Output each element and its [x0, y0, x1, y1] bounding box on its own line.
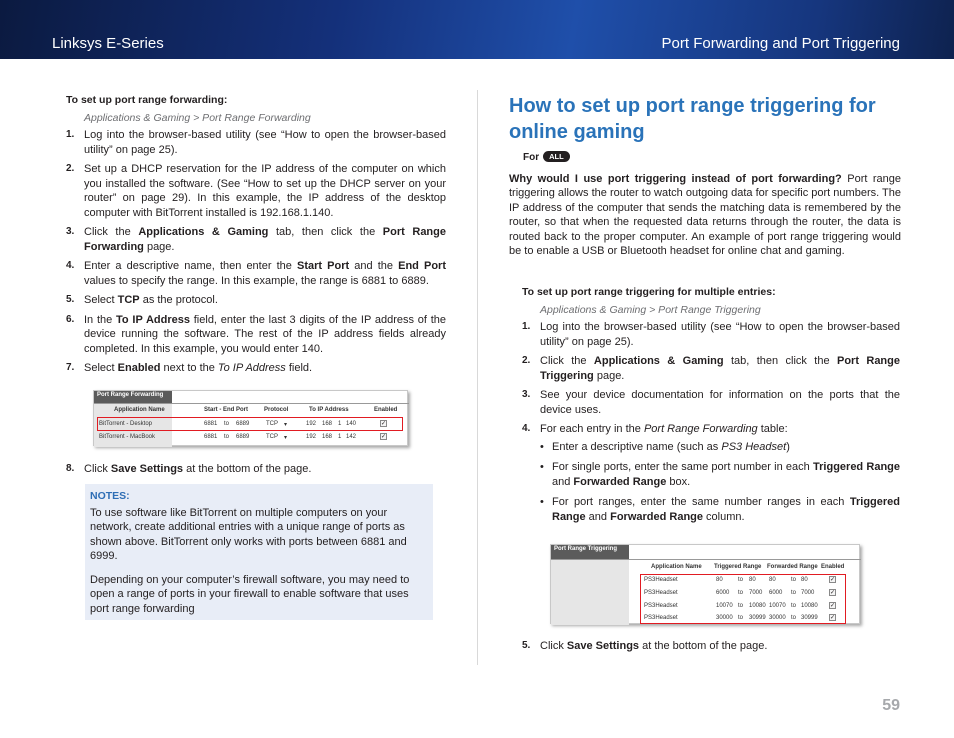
trig-row3-t2: 10080 [749, 603, 766, 609]
trig-row1-f2: 80 [801, 577, 808, 583]
triggering-nav-path: Applications & Gaming > Port Range Triggering [540, 303, 761, 316]
page-number: 59 [882, 697, 900, 714]
left-column [66, 93, 446, 376]
row2-ip2: 168 [322, 434, 333, 440]
trig-row3-to2: to [791, 603, 797, 609]
col-start-end-port: Start - End Port [204, 407, 249, 413]
trig-row3-enabled-checkbox: ✓ [830, 603, 836, 609]
col-triggered-range: Triggered Range [714, 564, 762, 570]
step-7: 7. Select Enabled next to the To IP Address field. [66, 362, 313, 374]
port-range-triggering-screenshot [550, 544, 860, 624]
all-badge: ALL [543, 151, 570, 162]
trig-row4-f2: 30999 [801, 615, 818, 621]
trig-row2-f2: 7000 [801, 590, 815, 596]
trig-step-1: 1. Log into the browser-based utility (see “How to open the browser-based utility” on page 25). [522, 321, 900, 348]
highlight-box [640, 574, 846, 624]
notes-box [85, 484, 433, 620]
trig-row2-to: to [738, 590, 744, 596]
trig-row4-t1: 30000 [716, 615, 733, 621]
row1-enabled-checkbox: ✓ [381, 421, 387, 427]
col-enabled: Enabled [374, 407, 398, 413]
col-enabled: Enabled [821, 564, 845, 570]
row1-name: BitTorrent - Desktop [99, 421, 153, 427]
row2-enabled-checkbox: ✓ [381, 434, 387, 440]
row2-start: 6881 [204, 434, 218, 440]
trig-row2-name: PS3Headset [644, 590, 678, 596]
highlight-box [97, 417, 403, 431]
trig-row2-t1: 6000 [716, 590, 730, 596]
trig-row3-to: to [738, 603, 744, 609]
row1-to: to [224, 421, 230, 427]
page-header [0, 0, 954, 59]
trig-step-5: 5. Click Save Settings at the bottom of the page. [522, 640, 768, 652]
bullet-3: • For port ranges, enter the same number ranges in each Triggered Range and Forwarded Range column. [540, 495, 900, 524]
step-1: 1. Log into the browser-based utility (see “How to open the browser-based utility” on page 25). [66, 129, 446, 156]
row1-ip2: 168 [322, 421, 333, 427]
trig-row4-name: PS3Headset [644, 615, 678, 621]
col-to-ip: To IP Address [309, 407, 349, 413]
screenshot-tab-label: Port Range Forwarding [94, 391, 172, 403]
trig-row1-name: PS3Headset [644, 577, 678, 583]
trig-row4-to: to [738, 615, 744, 621]
trig-step-4: 4. For each entry in the Port Range Forwarding table: [522, 423, 788, 435]
screenshot-tab-label: Port Range Triggering [551, 545, 629, 559]
trig-row2-enabled-checkbox: ✓ [830, 590, 836, 596]
port-range-forwarding-screenshot [93, 390, 408, 446]
bullet-1: • Enter a descriptive name (such as PS3 Headset) [540, 440, 900, 455]
trig-row1-f1: 80 [769, 577, 776, 583]
col-forwarded-range: Forwarded Range [767, 564, 818, 570]
trig-row1-t2: 80 [749, 577, 756, 583]
trig-step-2: 2. Click the Applications & Gaming tab, then click the Port Range Triggering page. [522, 355, 900, 382]
trig-bullets [540, 440, 900, 525]
trig-row3-f1: 10070 [769, 603, 786, 609]
trig-row1-t1: 80 [716, 577, 723, 583]
bullet-2: • For single ports, enter the same port number in each Triggered Range and Forwarded Range box. [540, 460, 900, 489]
trig-row4-enabled-checkbox: ✓ [830, 615, 836, 621]
row1-end: 6889 [236, 421, 250, 427]
step-5: 5. Select TCP as the protocol. [66, 294, 218, 306]
dropdown-arrow-icon: ▾ [284, 422, 288, 428]
step-6: 6. In the To IP Address field, enter the last 3 digits of the IP address of the device running the software. The rest of the IP address fields already completed. In this example, you would enter 140. [66, 313, 446, 355]
forwarding-nav-path: Applications & Gaming > Port Range Forwarding [84, 111, 311, 124]
trig-row3-f2: 10080 [801, 603, 818, 609]
trig-row2-t2: 7000 [749, 590, 763, 596]
trig-row1-enabled-checkbox: ✓ [830, 577, 836, 583]
row1-ip1: 192 [306, 421, 317, 427]
section-title: Port Forwarding and Port Triggering [661, 35, 900, 52]
row2-ip1: 192 [306, 434, 317, 440]
right-column [509, 93, 901, 259]
row2-ip4: 142 [346, 434, 357, 440]
product-title: Linksys E-Series [52, 35, 164, 52]
trig-row2-to2: to [791, 590, 797, 596]
notes-paragraph-1: To use software like BitTorrent on multiple computers on your network, create additional entries with a unique range of ports as shown above. BitTorrent only works with ports between 6881 and 6999. [90, 506, 407, 562]
col-application-name: Application Name [114, 407, 165, 413]
forwarding-heading: To set up port range forwarding: [66, 94, 228, 106]
dropdown-arrow-icon: ▾ [284, 435, 288, 441]
trig-row1-to: to [738, 577, 744, 583]
row1-ip3: 1 [338, 421, 342, 427]
col-application-name: Application Name [651, 564, 702, 570]
triggering-section [522, 285, 900, 524]
for-line: For ALL [523, 151, 901, 166]
trig-row3-name: PS3Headset [644, 603, 678, 609]
row1-protocol: TCP [266, 421, 278, 427]
why-paragraph: Why would I use port triggering instead of port forwarding? Port range triggering allows the router to watch outgoing data for specific port numbers. The IP address of the computer that sends the matching data is remembered by the router, so that when the requested data returns through the router, the data is routed back to the proper computer. An example of port range triggering would be to enable a USB or Bluetooth headset for online chat and gaming. [509, 172, 902, 257]
step-4: 4. Enter a descriptive name, then enter the Start Port and the End Port values to specify the range. In this example, the range is 6881 to 6889. [66, 260, 446, 287]
row1-ip4: 140 [346, 421, 357, 427]
row2-ip3: 1 [338, 434, 342, 440]
step-8: 8. Click Save Settings at the bottom of the page. [66, 463, 312, 475]
column-divider [477, 90, 478, 665]
notes-paragraph-2: Depending on your computer’s firewall software, you may need to open a range of ports in your firewall to enable software that uses port range forwarding [90, 573, 410, 615]
row2-to: to [224, 434, 230, 440]
row2-name: BitTorrent - MacBook [99, 434, 156, 440]
step-3: 3. Click the Applications & Gaming tab, then click the Port Range Forwarding page. [66, 226, 446, 253]
row2-protocol: TCP [266, 434, 278, 440]
trig-row4-to2: to [791, 615, 797, 621]
trig-row4-t2: 30999 [749, 615, 766, 621]
row1-start: 6881 [204, 421, 218, 427]
triggering-steps [522, 320, 900, 437]
row2-end: 6889 [236, 434, 250, 440]
forwarding-steps [66, 128, 446, 376]
col-protocol: Protocol [264, 407, 289, 413]
section-heading: How to set up port range triggering for online gaming [509, 95, 876, 143]
trig-row1-to2: to [791, 577, 797, 583]
trig-row2-f1: 6000 [769, 590, 783, 596]
trig-row4-f1: 30000 [769, 615, 786, 621]
step-2: 2. Set up a DHCP reservation for the IP address of the computer on which you installed the software. (See “How to set up the DHCP server on your router” on page 29). In this example, the IP address of the desktop computer with BitTorrent installed is 192.168.1.140. [66, 163, 446, 219]
notes-title: NOTES: [90, 490, 130, 502]
triggering-heading: To set up port range triggering for multiple entries: [522, 286, 776, 298]
trig-step-3: 3. See your device documentation for information on the ports that the device uses. [522, 389, 900, 416]
trig-row3-t1: 10070 [716, 603, 733, 609]
